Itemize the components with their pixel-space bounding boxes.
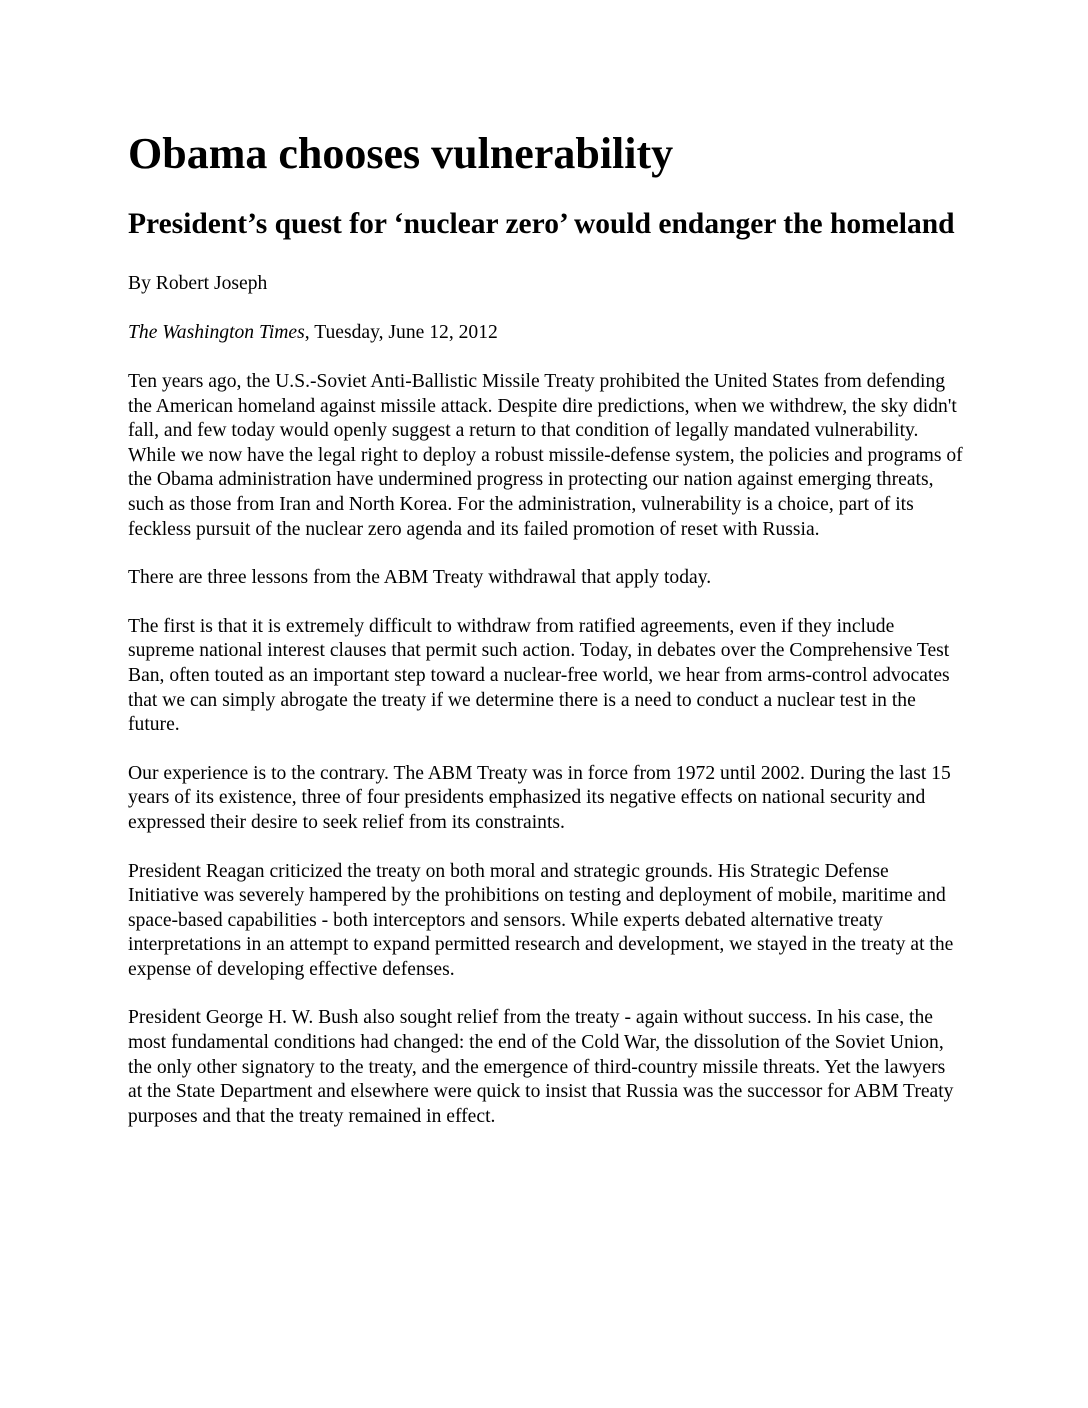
publication-date: , Tuesday, June 12, 2012 bbox=[304, 322, 498, 343]
article-paragraph-1: Ten years ago, the U.S.-Soviet Anti-Ballistic Missile Treaty prohibited the United States from defending the American homeland against missile attack. Despite dire predictions, when we withdrew, the sky didn't fall, and few today would openly suggest a return to that condition of legally mandated vulnerability. While we now have the legal right to deploy a robust missile-defense system, the policies and programs of the Obama administration have undermined progress in protecting our nation against emerging threats, such as those from Iran and North Korea. For the administration, vulnerability is a choice, part of its feckless pursuit of the nuclear zero agenda and its failed promotion of reset with Russia. bbox=[128, 371, 963, 540]
publication-name: The Washington Times bbox=[128, 322, 305, 343]
article-subtitle: President’s quest for ‘nuclear zero’ would endanger the homeland bbox=[128, 208, 955, 240]
article-paragraph-2: There are three lessons from the ABM Treaty withdrawal that apply today. bbox=[128, 567, 712, 589]
article-source-line bbox=[128, 321, 964, 345]
article-paragraph-4: Our experience is to the contrary. The ABM Treaty was in force from 1972 until 2002. During the last 15 years of its existence, three of four presidents emphasized its negative effects on national security and expressed their desire to seek relief from its constraints. bbox=[128, 762, 951, 833]
article-page bbox=[128, 128, 964, 1153]
article-byline: By Robert Joseph bbox=[128, 273, 268, 294]
article-title: Obama chooses vulnerability bbox=[128, 129, 674, 178]
article-paragraph-3: The first is that it is extremely difficult to withdraw from ratified agreements, even if they include supreme national interest clauses that permit such action. Today, in debates over the Comprehensive Test Ban, often touted as an important step toward a nuclear-free world, we hear from arms-control advocates that we can simply abrogate the treaty if we determine there is a need to conduct a nuclear test in the future. bbox=[128, 615, 950, 736]
article-paragraph-6: President George H. W. Bush also sought relief from the treaty - again without success. In his case, the most fundamental conditions had changed: the end of the Cold War, the dissolution of the Soviet Union, the only other signatory to the treaty, and the emergence of third-country missile threats. Yet the lawyers at the State Department and elsewhere were quick to insist that Russia was the successor for ABM Treaty purposes and that the treaty remained in effect. bbox=[128, 1007, 954, 1127]
article-paragraph-5: President Reagan criticized the treaty on both moral and strategic grounds. His Strategic Defense Initiative was severely hampered by the prohibitions on testing and deployment of mobile, maritime and space-based capabilities - both interceptors and sensors. While experts debated alternative treaty interpretations in an attempt to expand permitted research and development, we stayed in the treaty at the expense of developing effective defenses. bbox=[128, 860, 954, 980]
